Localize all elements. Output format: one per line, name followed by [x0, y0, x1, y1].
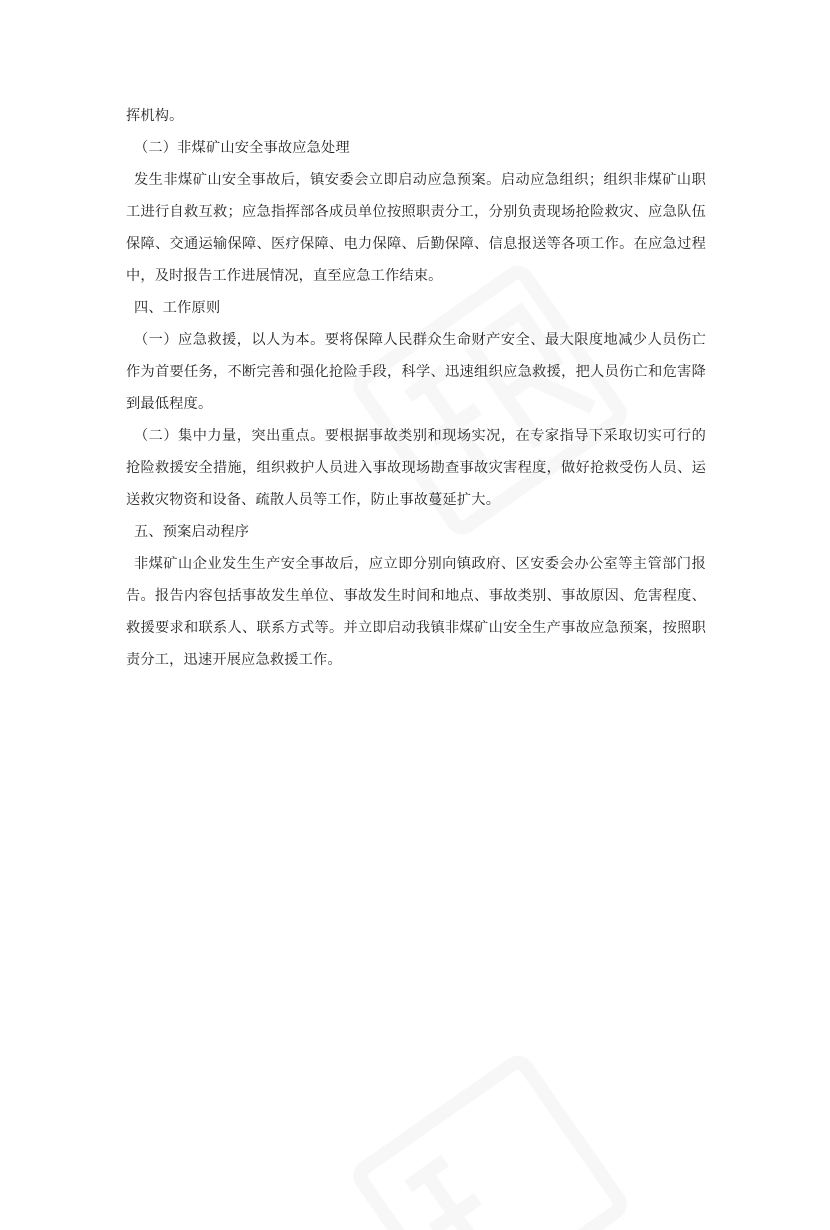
paragraph-plan-activation: 非煤矿山企业发生生产安全事故后，应立即分别向镇政府、区安委会办公室等主管部门报告。报告内容包括事故发生单位、事故发生时间和地点、事故类别、事故原因、危害程度、救援要求和联系人、联系方式等。并立即启动我镇非煤矿山安全生产事故应急预案，按照职责分工，迅速开展应急救援工作。	[126, 556, 706, 668]
watermark-stamp-bottom-icon	[330, 1030, 650, 1230]
document-body	[126, 100, 706, 676]
paragraph-accident-handling: 发生非煤矿山安全事故后，镇安委会立即启动应急预案。启动应急组织；组织非煤矿山职工进行自救互救；应急指挥部各成员单位按照职责分工，分别负责现场抢险救灾、应急队伍保障、交通运输保障、医疗保障、电力保障、后勤保障、信息报送等各项工作。在应急过程中，及时报告工作进展情况，直至应急工作结束。	[126, 172, 706, 284]
section-heading-work-principles: 四、工作原则	[134, 300, 221, 316]
paragraph-continuation: 挥机构。	[126, 108, 184, 124]
section-heading-accident-handling: （二）非煤矿山安全事故应急处理	[134, 140, 350, 156]
section-heading-plan-activation: 五、预案启动程序	[134, 524, 250, 540]
paragraph-principle-2: （二）集中力量，突出重点。要根据事故类别和现场实况，在专家指导下采取切实可行的抢险救援安全措施，组织救护人员进入事故现场勘查事故灾害程度，做好抢救受伤人员、运送救灾物资和设备、疏散人员等工作，防止事故蔓延扩大。	[126, 428, 706, 508]
paragraph-principle-1: （一）应急救援，以人为本。要将保障人民群众生命财产安全、最大限度地减少人员伤亡作为首要任务，不断完善和强化抢险手段，科学、迅速组织应急救援，把人员伤亡和危害降到最低程度。	[126, 332, 706, 412]
